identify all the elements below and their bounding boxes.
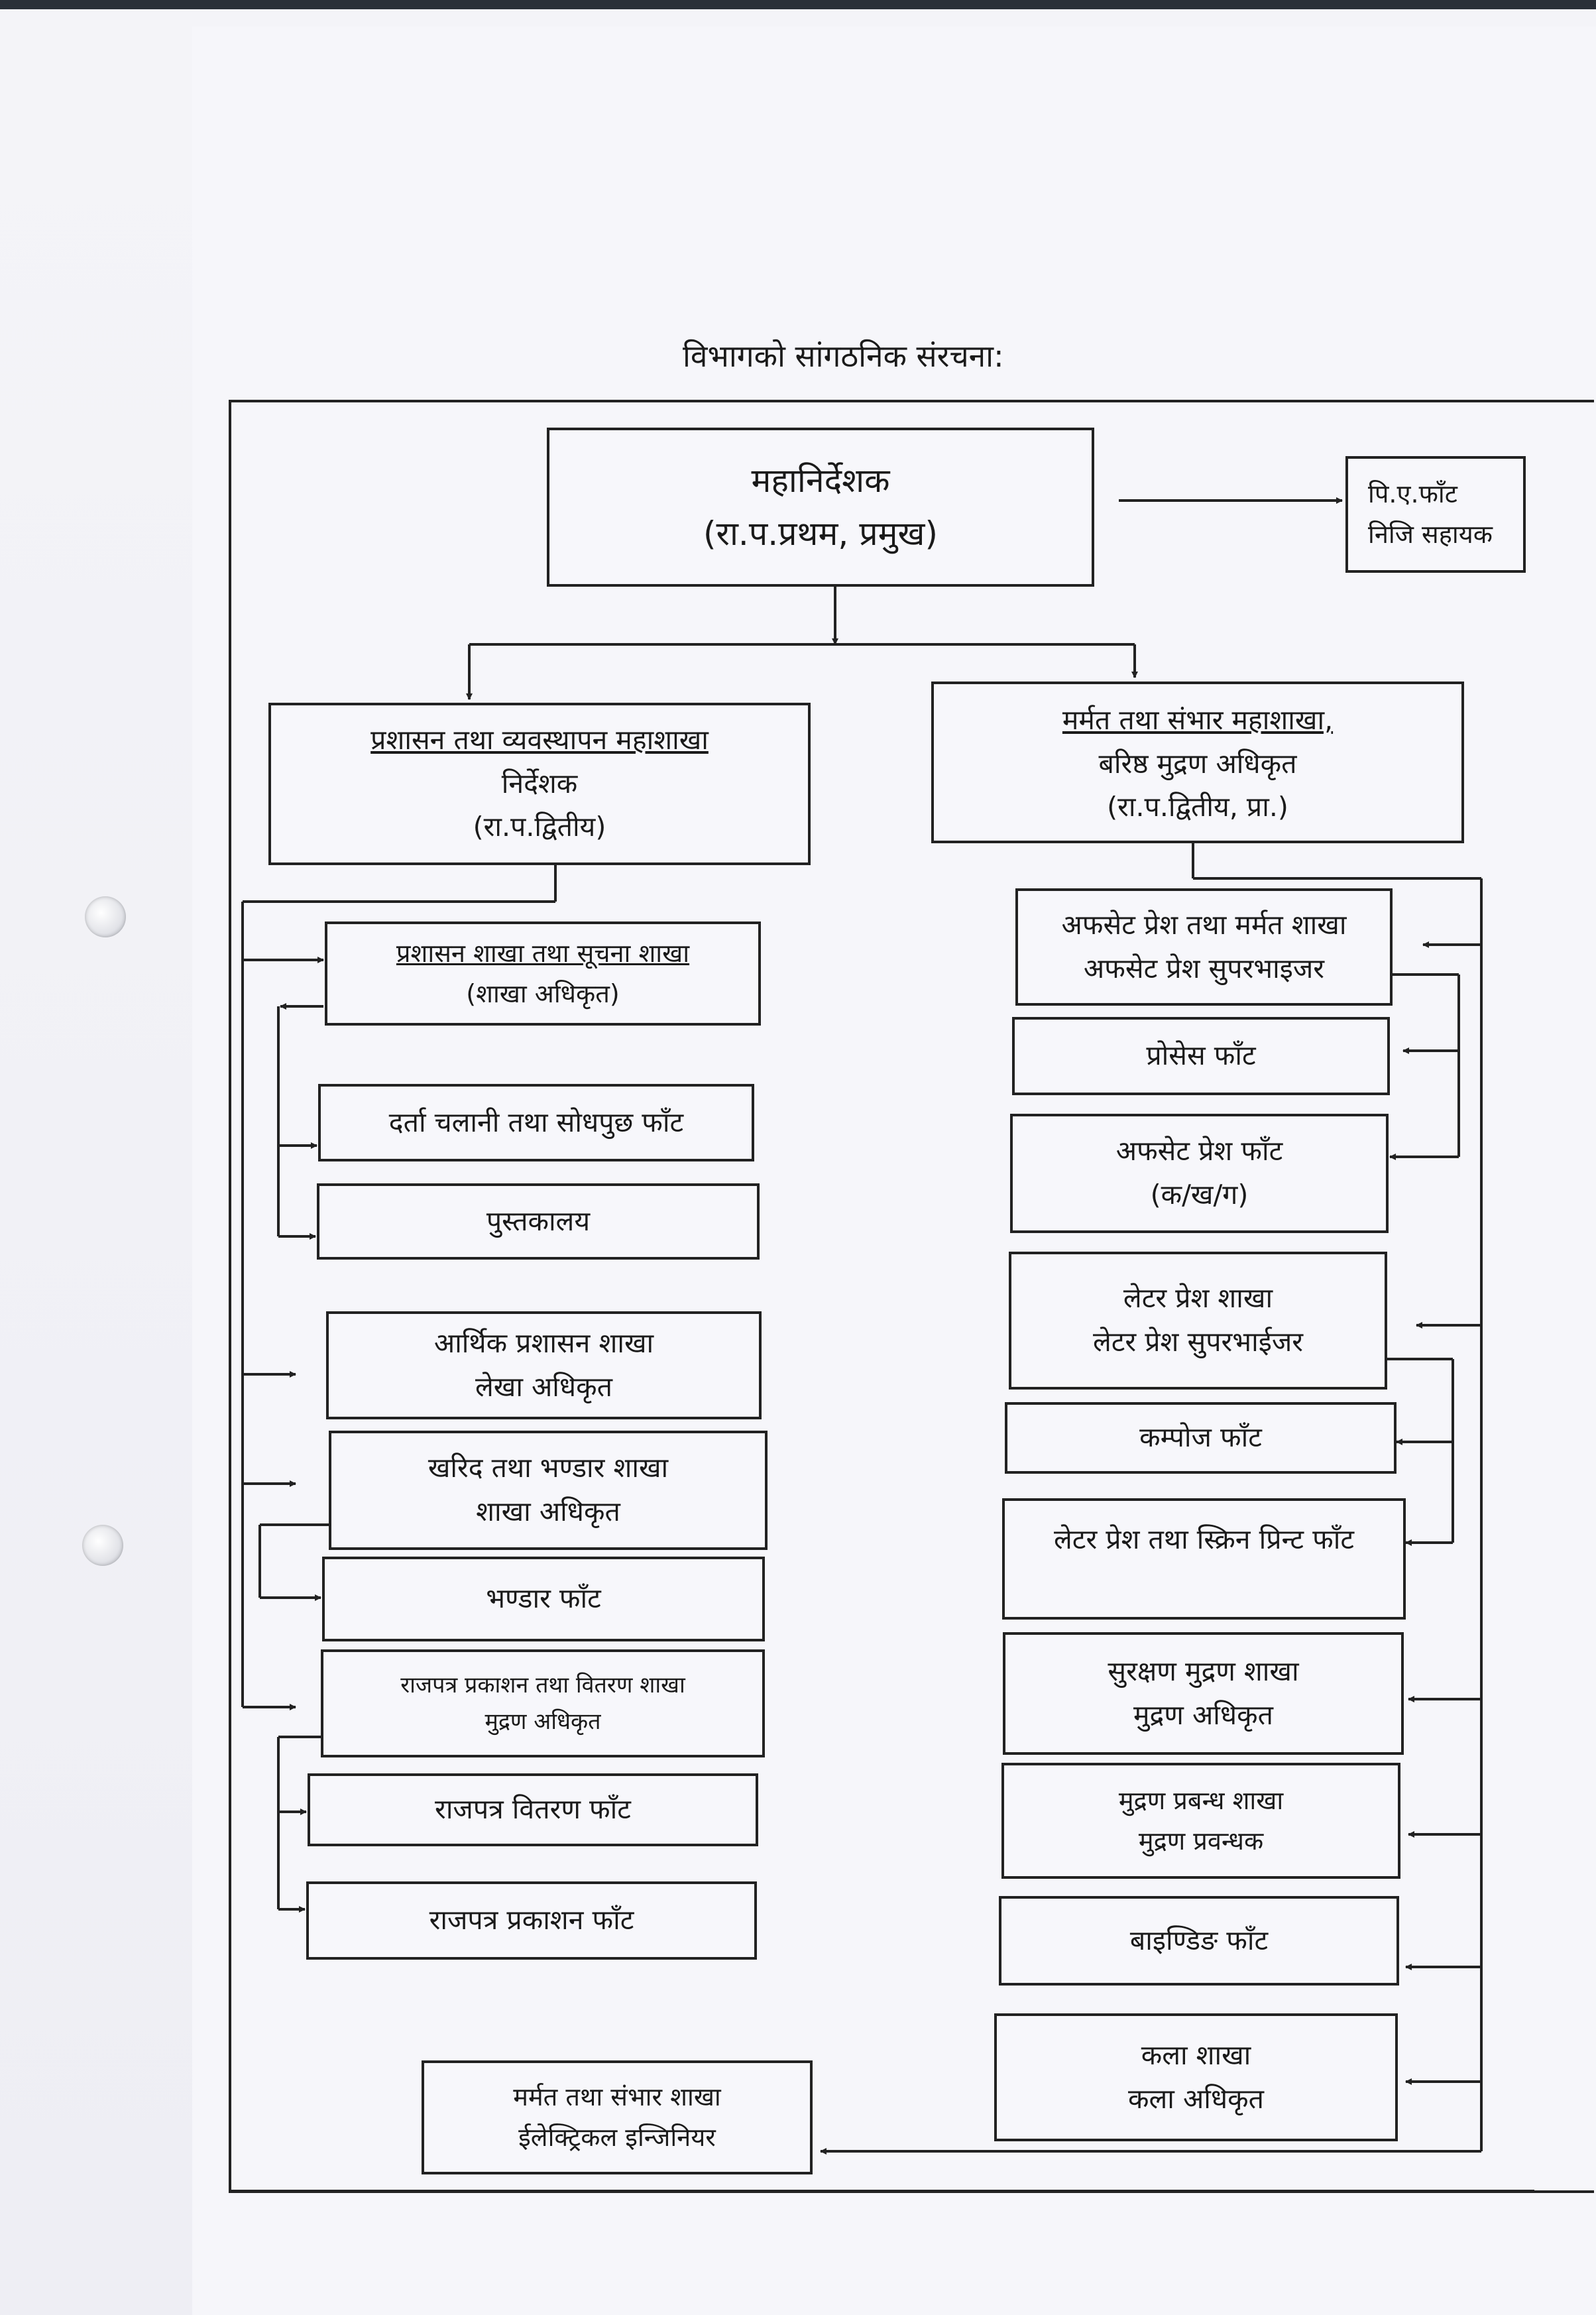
right-box-art: [994, 2013, 1398, 2141]
admin-division-head: निर्देशक: [501, 767, 578, 800]
maintenance-division-title: मर्मत तथा संभार महाशाखा,: [1062, 704, 1334, 736]
left-box-admin-info: [325, 921, 761, 1026]
maintenance-division-rank: (रा.प.द्वितीय, प्रा.): [1107, 791, 1288, 823]
right-box-offset-branch: [1015, 888, 1393, 1006]
left-box-title: राजपत्र वितरण फाँट: [435, 1793, 631, 1826]
right-box-subtitle: लेटर प्रेश सुपरभाईजर: [1092, 1326, 1304, 1358]
admin-division-box: [268, 703, 811, 865]
right-box-screen-print: [1002, 1498, 1406, 1620]
left-box-gazette: [321, 1649, 765, 1757]
left-box-gazette-distribution: [308, 1773, 758, 1846]
right-box-title: मुद्रण प्रबन्ध शाखा: [1118, 1785, 1284, 1815]
right-box-title: प्रोसेस फाँट: [1146, 1039, 1256, 1072]
right-box-title: कम्पोज फाँट: [1139, 1421, 1262, 1454]
left-box-subtitle: (शाखा अधिकृत): [466, 979, 620, 1008]
right-box-subtitle: (क/ख/ग): [1150, 1179, 1249, 1211]
right-box-security: [1003, 1632, 1404, 1755]
director-general-box: [547, 428, 1094, 587]
left-box-title: दर्ता चलानी तथा सोधपुछ फाँट: [388, 1106, 684, 1138]
left-box-finance: [326, 1311, 762, 1419]
right-box-subtitle: मुद्रण अधिकृत: [1133, 1698, 1273, 1731]
pa-title: पि.ए.फाँट: [1368, 479, 1457, 509]
bottom-box-title: मर्मत तथा संभार शाखा: [513, 2082, 721, 2112]
left-box-procurement: [329, 1431, 768, 1550]
right-box-offset-press: [1010, 1114, 1389, 1233]
maintenance-division-head: बरिष्ठ मुद्रण अधिकृत: [1098, 747, 1297, 780]
right-box-process: [1012, 1017, 1390, 1095]
director-general-title: महानिर्देशक: [751, 461, 890, 500]
right-box-title: कला शाखा: [1141, 2039, 1251, 2071]
left-box-title: आर्थिक प्रशासन शाखा: [433, 1327, 654, 1359]
maintenance-division-box: [931, 682, 1464, 843]
right-box-title: लेटर प्रेश तथा स्क्रिन प्रिन्ट फाँट: [1054, 1523, 1354, 1555]
left-box-title: पुस्तकालय: [486, 1205, 591, 1237]
pa-subtitle: निजि सहायक: [1368, 520, 1493, 549]
pa-box: [1345, 456, 1526, 573]
left-box-title: राजपत्र प्रकाशन फाँट: [429, 1904, 634, 1936]
right-box-subtitle: कला अधिकृत: [1128, 2082, 1264, 2115]
left-box-subtitle: लेखा अधिकृत: [475, 1370, 612, 1403]
right-box-title: अफसेट प्रेश फाँट: [1115, 1135, 1283, 1167]
right-box-subtitle: मुद्रण प्रवन्धक: [1138, 1826, 1264, 1856]
admin-division-title: प्रशासन तथा व्यवस्थापन महाशाखा: [370, 724, 709, 756]
right-box-title: अफसेट प्रेश तथा मर्मत शाखा: [1061, 908, 1347, 941]
left-box-title: राजपत्र प्रकाशन तथा वितरण शाखा: [400, 1672, 685, 1699]
right-box-title: बाइण्डिङ फाँट: [1129, 1924, 1269, 1956]
right-box-title: लेटर प्रेश शाखा: [1123, 1282, 1273, 1315]
right-box-subtitle: अफसेट प्रेश सुपरभाइजर: [1083, 952, 1325, 984]
left-box-title: भण्डार फाँट: [486, 1582, 601, 1615]
left-box-library: [317, 1183, 760, 1260]
left-box-subtitle: शाखा अधिकृत: [476, 1496, 620, 1527]
left-box-registry: [318, 1084, 754, 1161]
left-box-subtitle: मुद्रण अधिकृत: [484, 1708, 601, 1735]
right-box-binding: [999, 1896, 1399, 1986]
bottom-box-electrical: [422, 2060, 813, 2174]
director-general-rank: (रा.प.प्रथम, प्रमुख): [703, 514, 938, 553]
admin-division-rank: (रा.प.द्वितीय): [473, 811, 606, 843]
chart-title: विभागको सांगठनिक संरचना:: [683, 338, 1004, 374]
left-box-title: खरिद तथा भण्डार शाखा: [428, 1452, 669, 1484]
right-box-management: [1001, 1763, 1400, 1879]
right-box-letter-branch: [1009, 1252, 1387, 1390]
left-box-gazette-publication: [306, 1881, 757, 1960]
right-box-title: सुरक्षण मुद्रण शाखा: [1108, 1655, 1299, 1687]
left-box-title: प्रशासन शाखा तथा सूचना शाखा: [396, 938, 690, 968]
right-box-compose: [1005, 1402, 1396, 1474]
left-box-store: [322, 1557, 765, 1641]
bottom-box-subtitle: ईलेक्ट्रिकल इन्जिनियर: [518, 2123, 716, 2152]
